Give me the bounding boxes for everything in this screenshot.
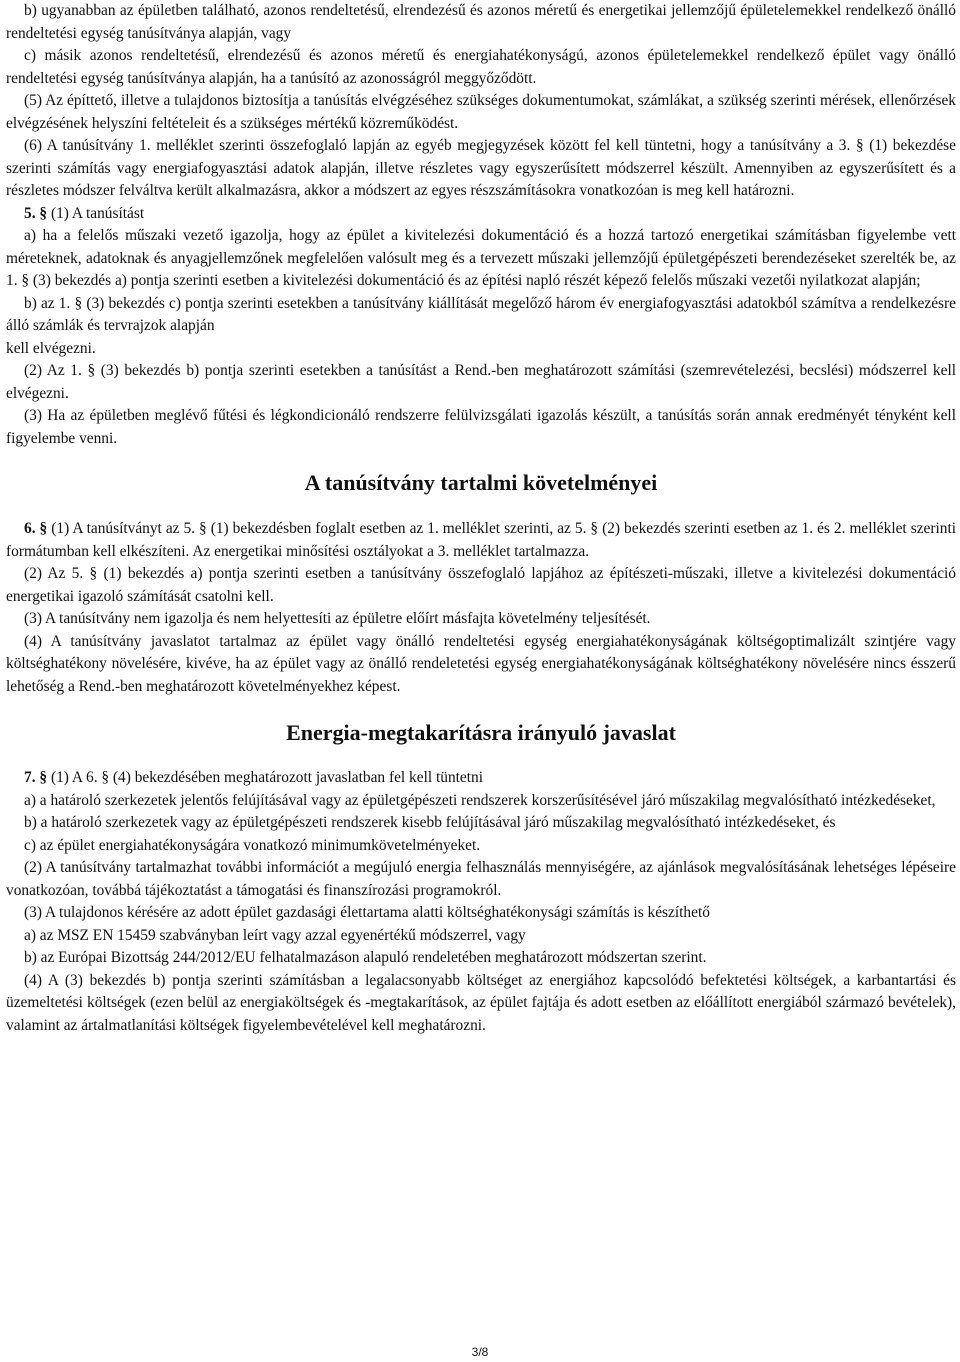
paragraph-7-3: (3) A tulajdonos kérésére az adott épület gazdasági élettartama alatti költséghatékonysági számítás is készíthető xyxy=(24,904,710,921)
page-number: 3/8 xyxy=(471,1345,489,1359)
paragraph-6-1-text: (1) A tanúsítványt az 5. § (1) bekezdésben foglalt esetben az 1. melléklet szerinti, az 5. § (2) bekezdés szerinti esetben az 1. és 2. melléklet szerinti formátumban kell elkészíteni. Az energetikai minősítési osztályokat a 3. melléklet tartalmazza. xyxy=(6,520,957,560)
paragraph-7-3-a: a) az MSZ EN 15459 szabványban leírt vagy azzal egyenértékű módszerrel, vagy xyxy=(24,926,526,944)
paragraph-5-2: (2) Az 1. § (3) bekezdés b) pontja szerinti esetekben a tanúsítást a Rend.-ben meghatározott számítási (szemrevételezési, becslési) módszerrel kell elvégezni. xyxy=(6,362,956,402)
paragraph-7-1 xyxy=(6,767,956,790)
paragraph-5-1-tail: kell elvégezni. xyxy=(6,339,96,357)
paragraph-5-3: (3) Ha az épületben meglévő fűtési és légkondicionáló rendszerre felülvizsgálati igazolás készült, a tanúsítás során annak eredményét tényként kell figyelembe venni. xyxy=(6,407,956,447)
paragraph-6-2: (2) Az 5. § (1) bekezdés a) pontja szerinti esetben a tanúsítvány összefoglaló lapjához az építészeti-műszaki, illetve a kivitelezési dokumentáció energetikai igazoló számítását csatolni kell. xyxy=(6,565,956,605)
paragraph-5-1-text: (1) A tanúsítást xyxy=(47,204,145,222)
section-number-5: 5. § xyxy=(24,204,48,222)
paragraph-5-1-a: a) ha a felelős műszaki vezető igazolja, hogy az épület a kivitelezési dokumentáció és a hozzá tartozó energetikai számításban figyelembe vett méreteknek, adatoknak és anyagjellemzőnek megfelelően valósult meg és a tervezett műszaki jellemzőjű épületgépészeti berendezéseket szerelték be, az 1. § (3) bekezdés a) pontja szerinti esetben a kivitelezési dokumentáció és az építési napló részét képező felelős műszaki vezetői nyilatkozat alapján; xyxy=(6,227,956,289)
paragraph-5-1-b: b) az 1. § (3) bekezdés c) pontja szerinti esetekben a tanúsítvány kiállítását megelőző három év energiafogyasztási adatokból számítva a rendelkezésre álló számlák és tervrajzok alapján xyxy=(6,294,956,334)
section-heading-energy-saving-proposal: Energia-megtakarításra irányuló javaslat xyxy=(286,720,676,745)
paragraph-7-1-text: (1) A 6. § (4) bekezdésében meghatározott javaslatban fel kell tüntetni xyxy=(47,769,484,786)
paragraph-7-1-a: a) a határoló szerkezetek jelentős felújításával vagy az épületgépészeti rendszerek korszerűsítésével járó műszakilag megvalósítható intézkedéseket, xyxy=(24,791,936,809)
paragraph-6-1 xyxy=(6,518,956,563)
paragraph-6-4: (4) A tanúsítvány javaslatot tartalmaz az épület vagy önálló rendeltetési egység energiahatékonyságának költségoptimalizált szintjére vagy költséghatékony növelésére, kivéve, ha az épület vagy az önálló rendeletetési egység energiahatékonyságának költséghatékony növelésére nincs ésszerű lehetőség a Rend.-ben meghatározott követelményekhez képest. xyxy=(6,632,956,695)
section-number-6: 6. § xyxy=(24,520,48,537)
paragraph-4-5: (5) Az építtető, illetve a tulajdonos biztosítja a tanúsítás elvégzéséhez szükséges dokumentumokat, számlákat, a szükség szerinti mérések, ellenőrzések elvégzésének helyszíni feltételeit és a szükséges mértékű közreműködést. xyxy=(6,92,956,132)
paragraph-4-b: b) ugyanabban az épületben található, azonos rendeltetésű, elrendezésű és azonos méretű és energetikai jellemzőjű épületelemekkel rendelkező önálló rendeltetési egység tanúsítványa alapján, vagy xyxy=(6,2,956,42)
paragraph-6-3: (3) A tanúsítvány nem igazolja és nem helyettesíti az épületre előírt másfajta követelmény teljesítését. xyxy=(24,610,651,627)
paragraph-4-c: c) másik azonos rendeltetésű, elrendezésű és azonos méretű és energiahatékonyságú, azonos épületelemekkel rendelkező épület vagy önálló rendeltetési egység tanúsítványa alapján, ha a tanúsító az azonosságról meggyőződött. xyxy=(6,47,956,87)
document-body xyxy=(6,0,956,1037)
paragraph-7-4: (4) A (3) bekezdés b) pontja szerinti számításban a legalacsonyabb költséget az energiához kapcsolódó befektetési költségek, a karbantartási és üzemeltetési költségek (ezen belül az energiaköltségek és -megtakarítások, az épület fajtája és adott esetben az előállított energiából származó bevételek), valamint az ártalmatlanítási költségek figyelembevételével kell meghatározni. xyxy=(6,971,956,1034)
paragraph-7-2: (2) A tanúsítvány tartalmazhat további információt a megújuló energia felhasználás mennyiségére, az ajánlások megvalósításának lehetséges lépéseire vonatkozóan, továbbá tájékoztatást a támogatási és finanszírozási programokról. xyxy=(6,859,956,899)
paragraph-7-1-b: b) a határoló szerkezetek vagy az épületgépészeti rendszerek kisebb felújításával járó műszakilag megvalósítható intézkedéseket, és xyxy=(24,814,836,831)
paragraph-7-3-b: b) az Európai Bizottság 244/2012/EU felhatalmazáson alapuló rendeletében meghatározott módszertan szerint. xyxy=(24,949,707,966)
section-number-7: 7. § xyxy=(24,769,48,786)
paragraph-4-6: (6) A tanúsítvány 1. melléklet szerinti összefoglaló lapján az egyéb megjegyzések között fel kell tüntetni, hogy a tanúsítvány a 3. § (1) bekezdése szerinti számítás vagy energiafogyasztási adatok alapján, illetve részletes vagy egyszerűsített módszerrel készült. Amennyiben az egyszerűsített és a részletes módszer felváltva került alkalmazásra, akkor a módszert az egyes részszámításokra vonatkozóan is meg kell határozni. xyxy=(6,137,956,199)
paragraph-7-1-c: c) az épület energiahatékonyságára vonatkozó minimumkövetelményeket. xyxy=(24,836,481,854)
section-heading-certificate-requirements: A tanúsítvány tartalmi követelményei xyxy=(304,470,658,495)
paragraph-5-1 xyxy=(6,203,956,226)
